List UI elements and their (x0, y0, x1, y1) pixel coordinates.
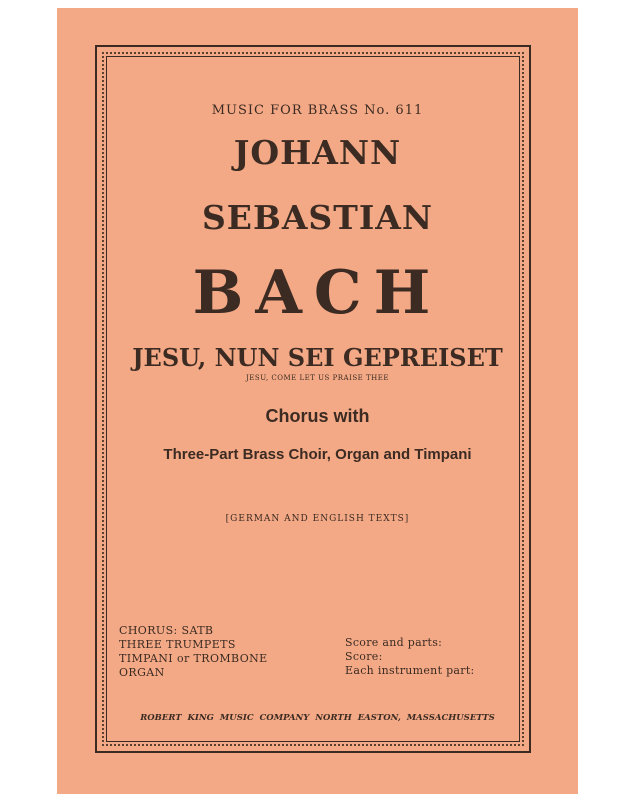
composer-first-name: JOHANN (233, 133, 402, 172)
instrumentation-item: CHORUS: SATB (119, 624, 214, 637)
instrumentation-item: TIMPANI or TROMBONE (119, 652, 268, 665)
series-label: MUSIC FOR BRASS No. 611 (211, 103, 424, 118)
composer-middle-name: SEBASTIAN (201, 198, 434, 237)
work-title: JESU, NUN SEI GEPREISET (132, 343, 503, 372)
price-item: Each instrument part: (345, 664, 475, 677)
price-item: Score and parts: (345, 636, 443, 649)
score-cover (57, 8, 578, 794)
instrumentation-item: THREE TRUMPETS (119, 638, 236, 651)
description-line-1: Chorus with (265, 406, 370, 426)
price-item: Score: (345, 650, 383, 663)
work-subtitle: JESU, COME LET US PRAISE THEE (245, 374, 389, 382)
instrumentation-item: ORGAN (119, 666, 165, 679)
texts-note: [GERMAN AND ENGLISH TEXTS] (225, 514, 410, 524)
price-list (345, 636, 475, 678)
composer-last-name: BACH (192, 258, 443, 328)
instrumentation-list (119, 624, 268, 680)
publisher-imprint: ROBERT KING MUSIC COMPANY NORTH EASTON, MASSACHUSETTS (140, 713, 495, 723)
description-line-2: Three-Part Brass Choir, Organ and Timpani (163, 446, 472, 463)
